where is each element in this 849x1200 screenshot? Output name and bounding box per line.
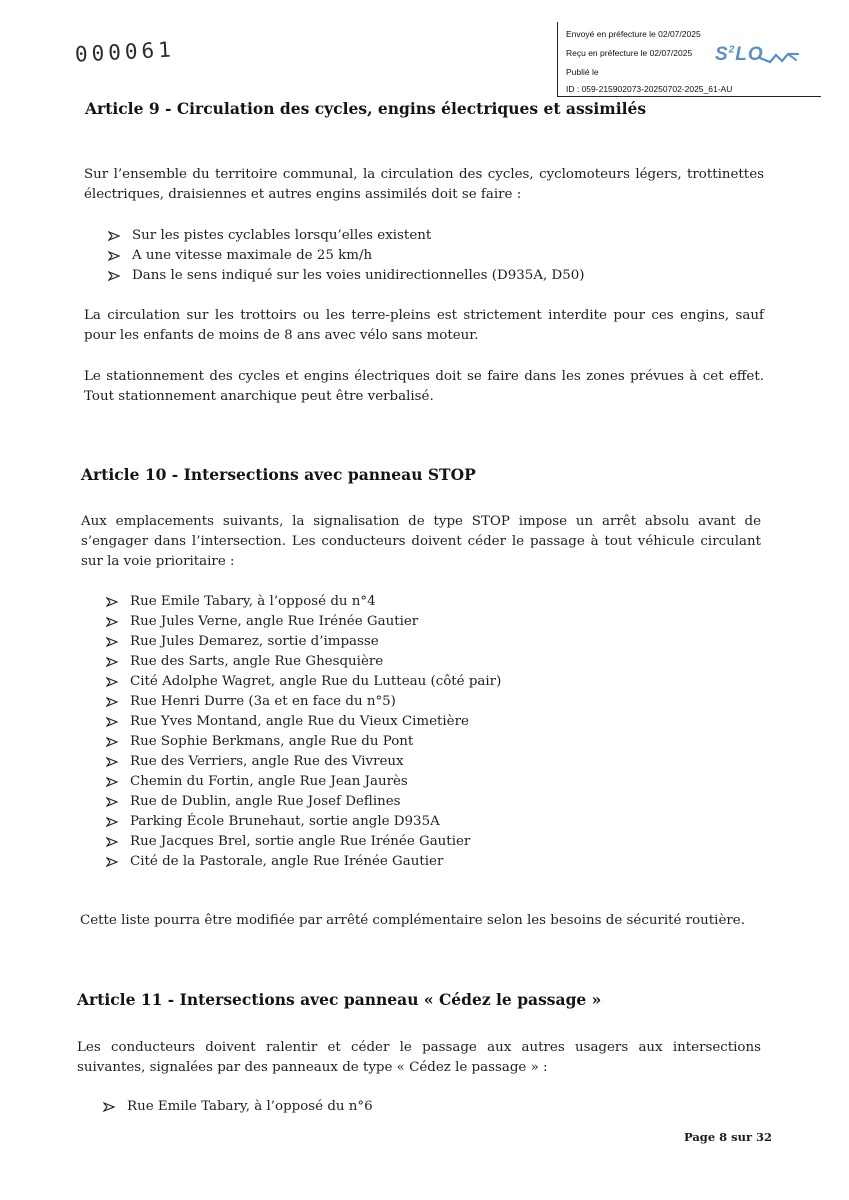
stamp-published: Publié le bbox=[566, 67, 599, 77]
arrow-bullet-icon bbox=[106, 857, 118, 867]
article-9-list bbox=[108, 226, 585, 286]
arrow-bullet-icon bbox=[106, 817, 118, 827]
list-item bbox=[106, 632, 501, 652]
list-item-text: Rue Yves Montand, angle Rue du Vieux Cimetière bbox=[130, 714, 469, 729]
arrow-bullet-icon bbox=[108, 271, 120, 281]
handwritten-registry-number: 000061 bbox=[74, 37, 176, 67]
list-item-text: Sur les pistes cyclables lorsqu’elles existent bbox=[132, 228, 432, 243]
list-item-text: Dans le sens indiqué sur les voies unidirectionnelles (D935A, D50) bbox=[132, 268, 585, 283]
slo-logo: $S^2LO$ bbox=[715, 44, 764, 65]
list-item-text: A une vitesse maximale de 25 km/h bbox=[132, 248, 373, 263]
list-item bbox=[106, 692, 501, 712]
prefecture-stamp bbox=[557, 22, 821, 97]
list-item bbox=[106, 732, 501, 752]
arrow-bullet-icon bbox=[108, 231, 120, 241]
arrow-bullet-icon bbox=[106, 617, 118, 627]
arrow-bullet-icon bbox=[106, 657, 118, 667]
list-item bbox=[103, 1097, 373, 1117]
list-item bbox=[108, 226, 585, 246]
article-11-yield-list bbox=[103, 1097, 373, 1117]
list-item-text: Chemin du Fortin, angle Rue Jean Jaurès bbox=[130, 774, 408, 789]
arrow-bullet-icon bbox=[106, 737, 118, 747]
arrow-bullet-icon bbox=[108, 251, 120, 261]
arrow-bullet-icon bbox=[106, 757, 118, 767]
stamp-sent-date: Envoyé en préfecture le 02/07/2025 bbox=[566, 29, 701, 39]
page-number: Page 8 sur 32 bbox=[684, 1130, 773, 1144]
arrow-bullet-icon bbox=[106, 697, 118, 707]
list-item bbox=[106, 712, 501, 732]
article-9-title: Article 9 - Circulation des cycles, engins électriques et assimilés bbox=[85, 99, 647, 118]
arrow-bullet-icon bbox=[106, 837, 118, 847]
article-9-parking-paragraph: Le stationnement des cycles et engins électriques doit se faire dans les zones prévues à cet effet. Tout stationnement anarchique peut être verbalisé. bbox=[84, 369, 764, 404]
slo-swoosh-icon bbox=[758, 50, 802, 66]
stamp-received-date: Reçu en préfecture le 02/07/2025 bbox=[566, 48, 693, 58]
article-11-intro: Les conducteurs doivent ralentir et céder le passage aux autres usagers aux intersections suivantes, signalées par des panneaux de type « Cédez le passage » : bbox=[77, 1040, 761, 1075]
list-item-text: Rue des Sarts, angle Rue Ghesquière bbox=[130, 654, 384, 669]
list-item bbox=[108, 246, 585, 266]
list-item bbox=[106, 852, 501, 872]
list-item bbox=[106, 652, 501, 672]
article-10-closing: Cette liste pourra être modifiée par arrêté complémentaire selon les besoins de sécurité routière. bbox=[80, 913, 745, 928]
list-item-text: Rue Sophie Berkmans, angle Rue du Pont bbox=[130, 734, 414, 749]
list-item-text: Rue Emile Tabary, à l’opposé du n°6 bbox=[127, 1099, 373, 1114]
list-item bbox=[106, 672, 501, 692]
list-item-text: Rue Jules Demarez, sortie d’impasse bbox=[130, 634, 379, 649]
list-item bbox=[108, 266, 585, 286]
list-item-text: Rue de Dublin, angle Rue Josef Deflines bbox=[130, 794, 401, 809]
article-10-stop-list bbox=[106, 592, 501, 872]
list-item-text: Rue des Verriers, angle Rue des Vivreux bbox=[130, 754, 404, 769]
arrow-bullet-icon bbox=[106, 717, 118, 727]
list-item bbox=[106, 612, 501, 632]
stamp-id: ID : 059-215902073-20250702-2025_61-AU bbox=[566, 84, 733, 94]
arrow-bullet-icon bbox=[106, 597, 118, 607]
arrow-bullet-icon bbox=[103, 1102, 115, 1112]
article-10-intro: Aux emplacements suivants, la signalisation de type STOP impose un arrêt absolu avant de s’engager dans l’intersection. Les conducteurs doivent céder le passage à tout véhicule circulant sur la voie prioritaire : bbox=[81, 514, 761, 569]
list-item-text: Rue Henri Durre (3a et en face du n°5) bbox=[130, 694, 396, 709]
list-item bbox=[106, 752, 501, 772]
arrow-bullet-icon bbox=[106, 637, 118, 647]
arrow-bullet-icon bbox=[106, 777, 118, 787]
list-item bbox=[106, 592, 501, 612]
list-item-text: Rue Emile Tabary, à l’opposé du n°4 bbox=[130, 594, 376, 609]
list-item-text: Rue Jacques Brel, sortie angle Rue Irénée Gautier bbox=[130, 834, 471, 849]
list-item bbox=[106, 792, 501, 812]
list-item-text: Rue Jules Verne, angle Rue Irénée Gautier bbox=[130, 614, 419, 629]
list-item-text: Parking École Brunehaut, sortie angle D935A bbox=[130, 814, 440, 829]
list-item-text: Cité de la Pastorale, angle Rue Irénée Gautier bbox=[130, 854, 444, 869]
article-9-intro: Sur l’ensemble du territoire communal, la circulation des cycles, cyclomoteurs légers, trottinettes électriques, draisiennes et autres engins assimilés doit se faire : bbox=[84, 167, 764, 202]
article-11-title: Article 11 - Intersections avec panneau « Cédez le passage » bbox=[77, 990, 602, 1009]
article-10-title: Article 10 - Intersections avec panneau STOP bbox=[81, 465, 476, 484]
list-item-text: Cité Adolphe Wagret, angle Rue du Lutteau (côté pair) bbox=[130, 674, 502, 689]
list-item bbox=[106, 772, 501, 792]
arrow-bullet-icon bbox=[106, 677, 118, 687]
list-item bbox=[106, 812, 501, 832]
arrow-bullet-icon bbox=[106, 797, 118, 807]
list-item bbox=[106, 832, 501, 852]
article-9-sidewalk-paragraph: La circulation sur les trottoirs ou les terre-pleins est strictement interdite pour ces engins, sauf pour les enfants de moins de 8 ans avec vélo sans moteur. bbox=[84, 308, 764, 343]
